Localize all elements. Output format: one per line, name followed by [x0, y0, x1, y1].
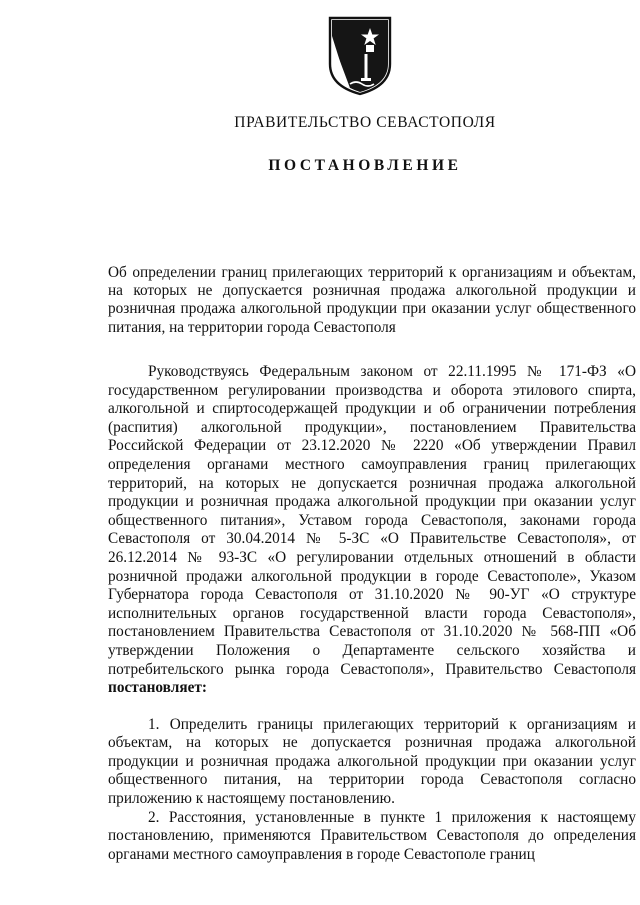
clause-1: 1. Определить границы прилегающих территорий к организациям и объектам, на которых не допускается розничная продажа алкогольной продукции и розничная продажа алкогольной продукции при оказании услуг общественного питания, на территории города Севастополя согласно приложению к настоящему постановлению.	[108, 715, 636, 808]
sevastopol-coat-of-arms-icon	[326, 14, 394, 96]
document-type: ПОСТАНОВЛЕНИЕ	[268, 157, 462, 174]
emblem	[326, 14, 394, 96]
preamble-text: Руководствуясь Федеральным законом от 22.11.1995 № 171-ФЗ «О государственном регулировании производства и оборота этилового спирта, алкогольной и спиртосодержащей продукции и об ограничении потребления (распития) алкогольной продукции», постановлением Правительства Российской Федерации от 23.12.2020 № 2220 «Об утверждении Правил определения органами местного самоуправления границ прилегающих территорий, на которых не допускается розничная продажа алкогольной продукции и розничная продажа алкогольной продукции при оказании услуг общественного питания», Уставом города Севастополя, законами города Севастополя от 30.04.2014 № 5-ЗС «О Правительстве Севастополя», от 26.12.2014 № 93-ЗС «О регулировании отдельных отношений в области розничной продажи алкогольной продукции в городе Севастополе», Указом Губернатора города Севастополя от 31.10.2020 № 90-УГ «О структуре исполнительных органов государственной власти города Севастополя», постановлением Правительства Севастополя от 31.10.2020 № 568-ПП «Об утверждении Положения о Департаменте сельского хозяйства и потребительского рынка города Севастополя», Правительство Севастополя	[108, 363, 636, 678]
resolves-keyword: постановляет:	[108, 679, 207, 697]
document-body	[108, 363, 636, 864]
government-name: ПРАВИТЕЛЬСТВО СЕВАСТОПОЛЯ	[234, 114, 496, 131]
clause-2: 2. Расстояния, установленные в пункте 1 приложения к настоящему постановлению, применяются Правительством Севастополя до определения органами местного самоуправления в городе Севастополе границ	[108, 808, 636, 863]
document-subject: Об определении границ прилегающих территорий к организациям и объектам, на которых не допускается розничная продажа алкогольной продукции и розничная продажа алкогольной продукции при оказании услуг общественного питания, на территории города Севастополя	[108, 264, 636, 336]
preamble-paragraph	[108, 363, 636, 698]
